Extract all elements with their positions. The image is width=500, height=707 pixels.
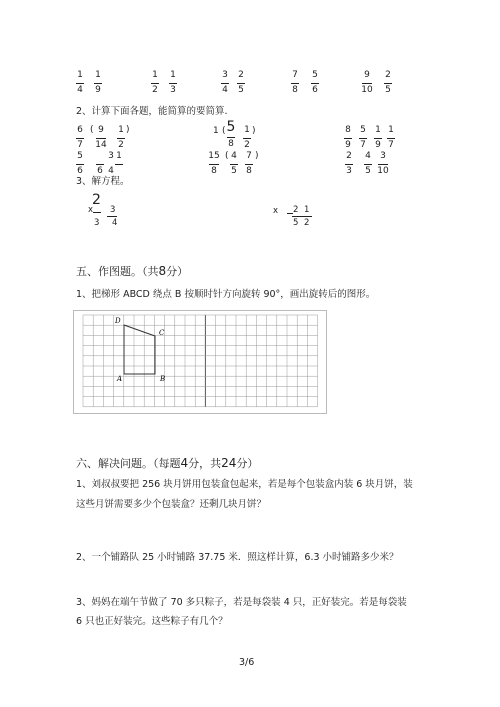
fraction: 1 9: [375, 125, 381, 150]
question-3-title: 3、解方程。: [76, 176, 130, 187]
open-paren: (: [225, 151, 229, 161]
fraction: 1 4: [77, 70, 83, 95]
fraction: 1 3: [170, 70, 176, 95]
problem-2: 2、一个铺路队 25 小时铺路 37.75 米．照这样计算，6.3 小时铺路多少米？: [76, 552, 399, 563]
fraction-denominator: 3: [94, 218, 100, 228]
fraction-denominator: 5: [293, 218, 299, 228]
fraction: 1: [114, 152, 124, 178]
problem-3-line-2: 6 只也正好装完。这些粽子有几个？: [76, 616, 228, 627]
problem-1-line-2: 这些月饼需要多少个包装盒？还剩几块月饼？: [76, 499, 267, 510]
grid-border: [74, 311, 327, 414]
close-paren: ): [126, 125, 130, 135]
close-paren: ): [252, 126, 256, 136]
question-2-title: 2、计算下面各题，能简算的要简算.: [76, 106, 228, 117]
fraction-denominator: 4: [112, 218, 118, 228]
whole-number: 1: [213, 126, 219, 136]
fraction: 15 8: [208, 151, 220, 176]
label-b: B: [160, 375, 166, 383]
label-a: A: [117, 375, 123, 383]
fraction: 1 2: [152, 70, 158, 95]
section-6-total-score: 24: [221, 456, 237, 470]
section-5-unit: 分）: [166, 265, 189, 278]
label-c: C: [159, 329, 165, 337]
fraction: 5 6: [312, 70, 318, 95]
fraction-numerator: 3: [110, 205, 116, 215]
fraction: 3 4: [222, 70, 228, 95]
fraction: 5 6: [77, 151, 83, 176]
fraction: 3 10: [377, 151, 389, 176]
fraction: 2 5: [385, 70, 391, 95]
section-6-heading: [76, 457, 258, 469]
section-6-unit: 分）: [236, 457, 259, 470]
fraction-numerator: 2: [293, 205, 299, 215]
section-6-title: 六、解决问题。（每题: [76, 457, 181, 470]
problem-3-line-1: 3、妈妈在端午节做了 70 多只粽子，若是每袋装 4 只，正好装完。若是每袋装: [76, 597, 407, 608]
fraction: 8 9: [345, 125, 351, 150]
section-5-heading: [76, 265, 188, 277]
fraction-numerator: 1: [304, 205, 310, 215]
fraction: 6: [97, 166, 103, 176]
fraction: 2 3: [346, 151, 352, 176]
fraction: 1 2: [118, 125, 124, 150]
fraction: 9 10: [361, 70, 373, 95]
fraction: 1 7: [388, 125, 394, 150]
fraction: 4 5: [365, 151, 371, 176]
trapezoid-abcd: [124, 325, 155, 374]
equation-big-number: 2: [92, 192, 101, 208]
variable-x: x: [273, 206, 279, 216]
section-5-score: 8: [158, 264, 167, 278]
section-5-title: 五、作图题。（共: [76, 265, 159, 278]
grid-lines: [74, 311, 327, 414]
close-paren: ): [255, 151, 259, 161]
fraction: 5 7: [360, 125, 366, 150]
fraction: 3 4: [108, 151, 114, 176]
fraction-denominator: 2: [304, 218, 310, 228]
fraction: 2 5: [238, 70, 244, 95]
fraction: 5 8: [226, 119, 236, 149]
fraction: 9 14: [95, 125, 107, 150]
section-5-question-1: 1、把梯形 ABCD 绕点 B 按顺时针方向旋转 90°，画出旋转后的图形。: [76, 289, 376, 300]
variable-x: x: [88, 205, 94, 215]
fraction: 6 7: [77, 125, 83, 150]
section-6-mid: 分，共: [188, 457, 222, 470]
fraction: 1 2: [244, 125, 250, 150]
open-paren: (: [90, 125, 94, 135]
fraction: 4 5: [231, 151, 237, 176]
drawing-grid: [73, 310, 327, 414]
problem-1-line-1: 1、刘叔叔要把 256 块月饼用包装盒包起来，若是每个包装盒内装 6 块月饼，装: [76, 479, 413, 490]
page-number: 3/6: [239, 657, 255, 668]
section-6-each-score: 4: [180, 456, 189, 470]
fraction: 7 8: [246, 151, 252, 176]
fraction: 1 9: [95, 70, 101, 95]
label-d: D: [115, 317, 121, 325]
fraction: 7 8: [292, 70, 298, 95]
open-paren: (: [222, 126, 226, 136]
